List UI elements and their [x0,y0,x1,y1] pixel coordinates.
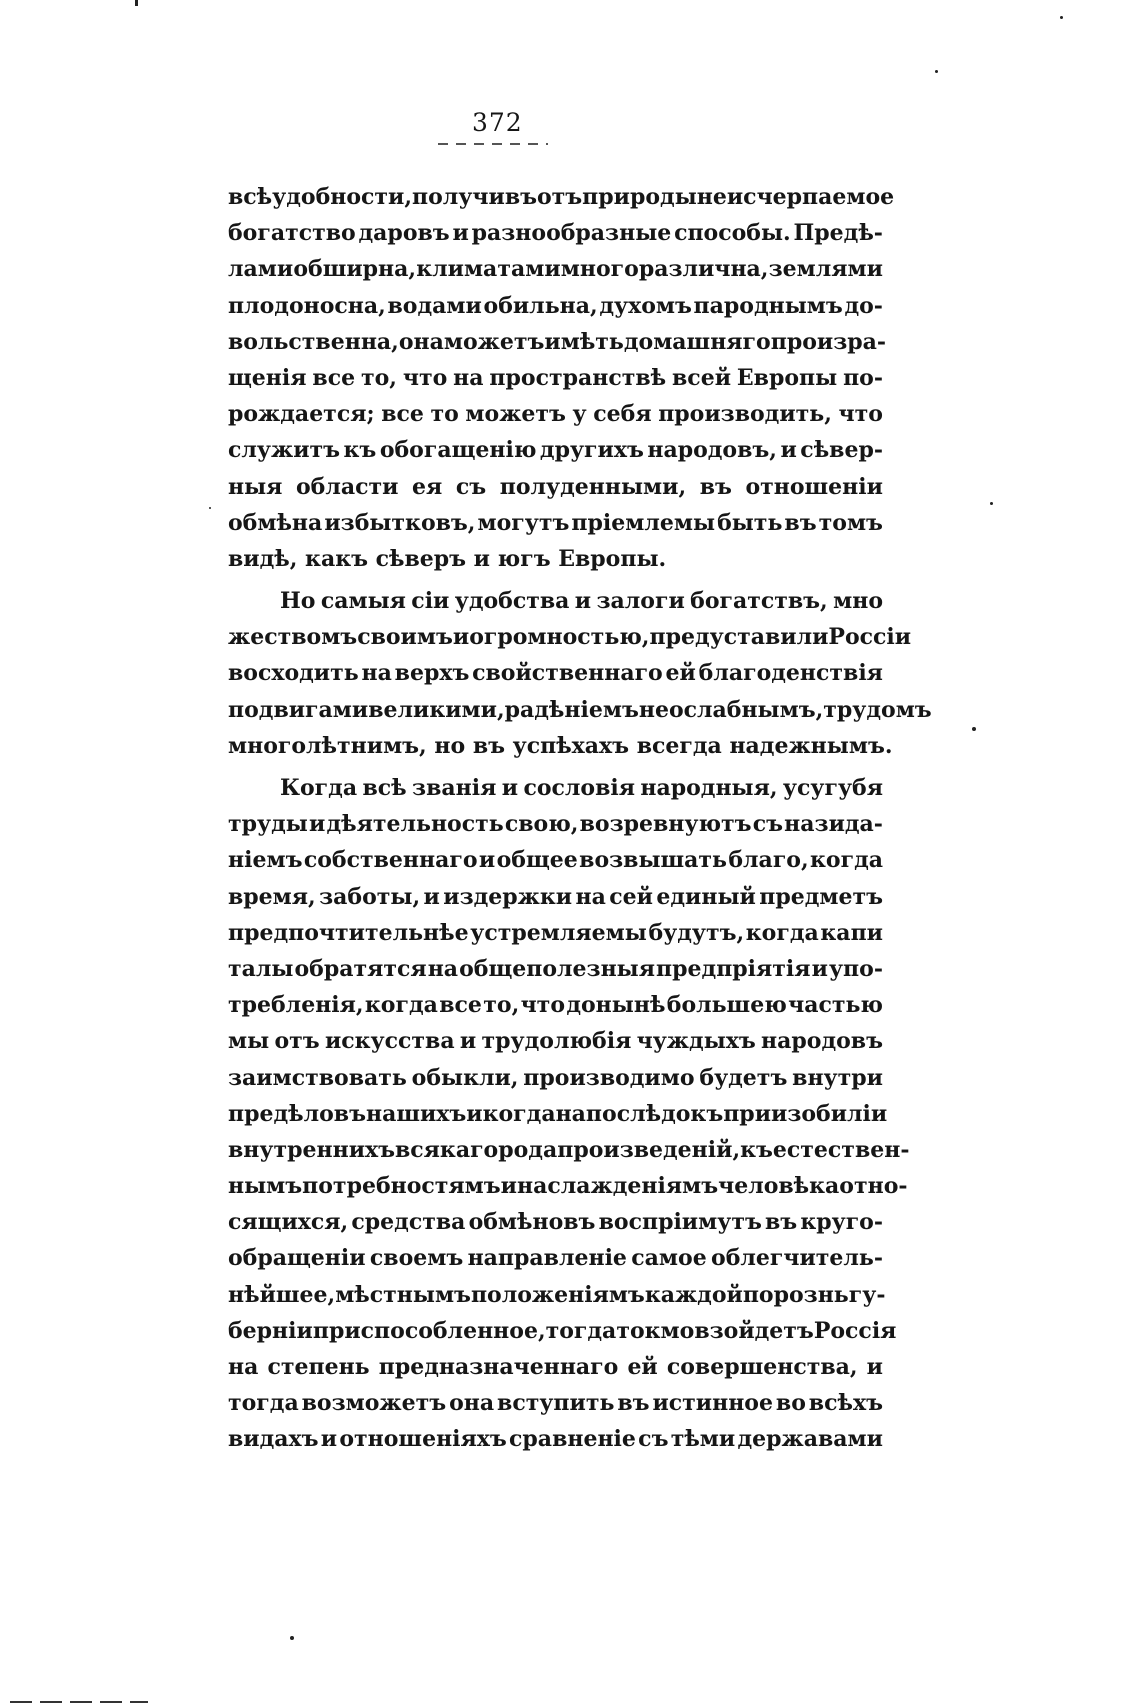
text-line: ніемъ собственнаго и общее возвышать благо, когда [228,847,883,874]
text-line: предпочтительнѣе устремляемы будутъ, когда капи [228,919,883,946]
text-line-paragraph-end: многолѣтнимъ, но въ успѣхахъ всегда надежнымъ. [228,732,893,759]
text-line: сящихся, средства обмѣновъ воспріимутъ въ круго- [228,1209,883,1236]
text-line: обращеніи своемъ направленіе самое облегчитель- [228,1245,883,1272]
scan-speck [990,502,993,505]
scan-speck [209,507,211,509]
text-line: требленія, когда все то, что донынѣ большею частью [228,992,883,1019]
text-line: тогда возможетъ она вступить въ истинное во всѣхъ [228,1390,883,1417]
scan-speck [1060,16,1063,19]
text-line: восходить на верхъ свойственнаго ей благоденствія [228,660,883,687]
text-line: ныя области ея съ полуденными, въ отношеніи [228,473,883,500]
text-line: плодоносна, водами обильна, духомъ пароднымъ до- [228,292,883,319]
scan-speck [290,1636,294,1640]
scan-footer-rule [10,1701,148,1703]
page-number: 372 [472,108,523,137]
text-line: мы отъ искусства и трудолюбія чуждыхъ народовъ [228,1028,883,1055]
scan-corner-mark [135,0,138,6]
text-line: жествомъ своимъ и огромностью, предуставили Россіи [228,624,912,651]
text-line-paragraph-end: видѣ, какъ сѣверъ и югъ Европы. [228,545,667,572]
text-line: щенія все то, что на пространствѣ всей Европы по- [228,364,883,391]
text-line: всѣ удобности, получивъ отъ природы неисчерпаемое [228,184,895,210]
text-line: берніи приспособленное, тогда токмо взойдетъ Россія [228,1317,897,1344]
text-line: рождается; все то можетъ у себя производить, что [228,401,883,428]
text-line-paragraph-start: Когда всѣ званія и сословія народныя, усугубя [280,775,883,801]
text-line: время, заботы, и издержки на сей единый предметъ [228,883,883,910]
text-line: лами обширна, климатами многоразлична, землями [228,256,883,283]
text-line: вольственна, она можетъ имѣть домашняго произра- [228,328,887,355]
text-line: талы обратятся на общеполезныя предпріятія и упо- [228,955,883,982]
text-line: видахъ и отношеніяхъ сравненіе съ тѣми державами [228,1426,883,1453]
page-number-rule [438,143,548,145]
text-line-paragraph-start: Но самыя сіи удобства и залоги богатствъ, мно [280,588,883,615]
text-line: заимствовать обыкли, производимо будетъ внутри [228,1064,883,1091]
text-line: труды и дѣятельность свою, возревнуютъ съ назида- [228,811,883,838]
text-line: богатство даровъ и разнообразные способы. Предѣ- [228,220,883,247]
text-line: служитъ къ обогащенію другихъ народовъ, и сѣвер- [228,437,883,464]
text-line: обмѣна избытковъ, могутъ пріемлемы быть въ томъ [228,509,883,536]
scan-speck [972,727,976,731]
text-line: нѣйшее, мѣстнымъ положеніямъ каждой порознь гу- [228,1281,886,1308]
text-line: предѣловъ нашихъ и когда напослѣдокъ при изобиліи [228,1100,888,1127]
text-line: внутреннихъ всякаго рода произведеній, къ естествен- [228,1136,910,1163]
text-line: нымъ потребностямъ и наслажденіямъ человѣка отно- [228,1173,908,1200]
scan-speck [935,70,938,73]
text-line: подвигами великими, радѣніемъ неослабнымъ, трудомъ [228,696,932,723]
text-line: на степень предназначеннаго ей совершенства, и [228,1354,883,1380]
body-text [228,179,932,1458]
